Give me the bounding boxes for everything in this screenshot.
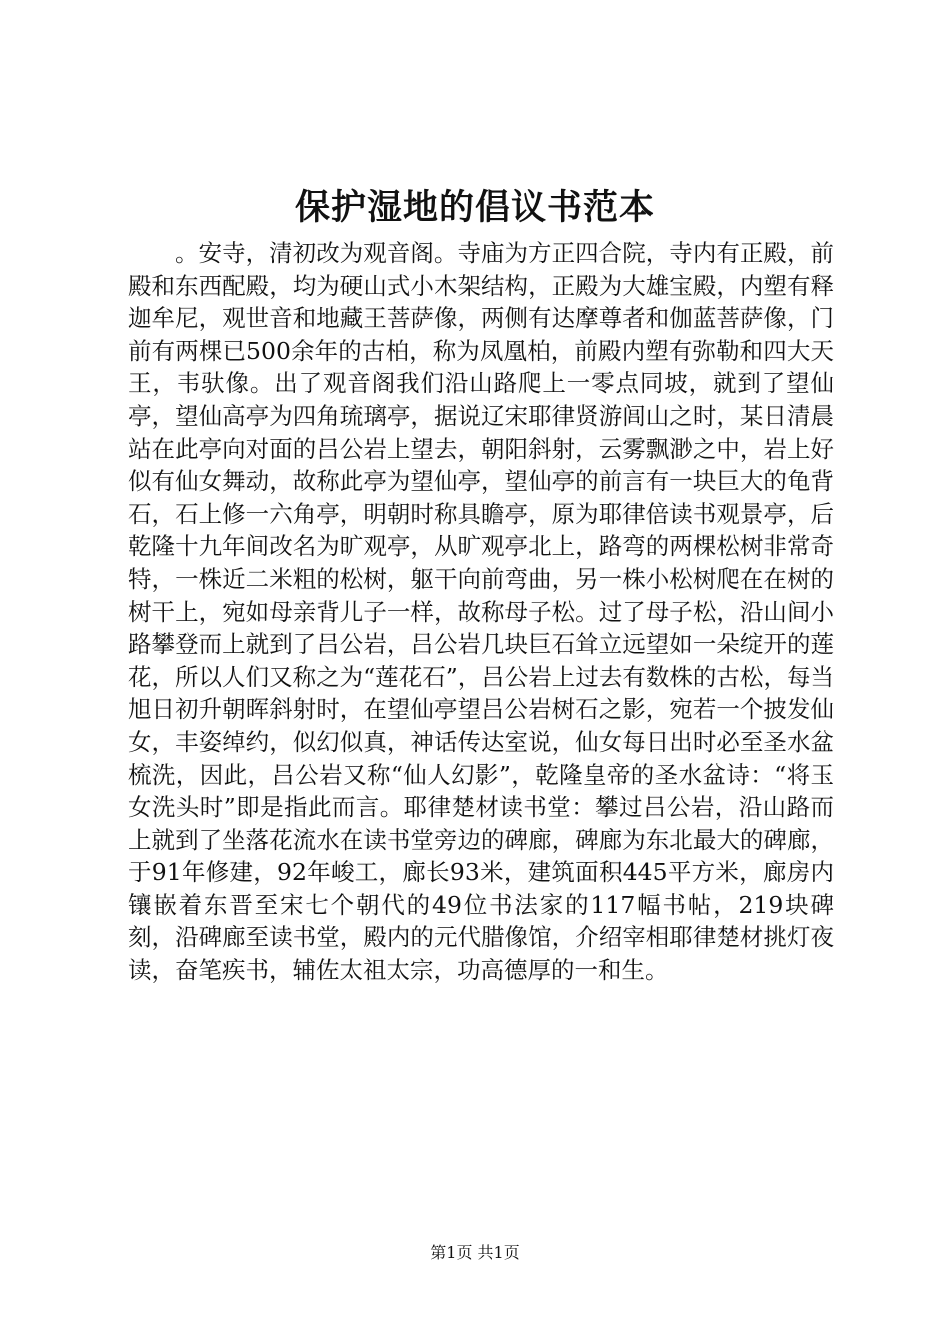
document-title: 保护湿地的倡议书范本 bbox=[294, 187, 655, 228]
document-body-paragraph: 。安寺，清初改为观音阁。寺庙为方正四合院，寺内有正殿，前殿和东西配殿，均为硬山式小木架结构，正殿为大雄宝殿，内塑有释迦牟尼，观世音和地藏王菩萨像，两侧有达摩尊者和伽蓝菩萨像，门前有两棵已500余年的古柏，称为凤凰柏，前殿内塑有弥勒和四大天王，韦驮像。出了观音阁我们沿山路爬上一零点同坡，就到了望仙亭，望仙高亭为四角琉璃亭，据说辽宋耶律贤游闾山之时，某日清晨站在此亭向对面的吕公岩上望去，朝阳斜射，云雾飘渺之中，岩上好似有仙女舞动，故称此亭为望仙亭，望仙亭的前言有一块巨大的龟背石，石上修一六角亭，明朝时称具瞻亭，原为耶律倍读书观景亭，后乾隆十九年间改名为旷观亭，从旷观亭北上，路弯的两棵松树非常奇特，一株近二米粗的松树，躯干向前弯曲，另一株小松树爬在在树的树干上，宛如母亲背儿子一样，故称母子松。过了母子松，沿山间小路攀登而上就到了吕公岩，吕公岩几块巨石耸立远望如一朵绽开的莲花，所以人们又称之为“莲花石”，吕公岩上过去有数株的古松，每当旭日初升朝晖斜射时，在望仙亭望吕公岩树石之影，宛若一个披发仙女，丰姿绰约，似幻似真，神话传达室说，仙女每日出时必至圣水盆梳洗，因此，吕公岩又称“仙人幻影”，乾隆皇帝的圣水盆诗：“将玉女洗头时”即是指此而言。耶律楚材读书堂：攀过吕公岩，沿山路而上就到了坐落花流水在读书堂旁边的碑廊，碑廊为东北最大的碑廊，于91年修建，92年峻工，廊长93米，建筑面积445平方米，廊房内镶嵌着东晋至宋七个朝代的49位书法家的117幅书帖，219块碑刻，沿碑廊至读书堂，殿内的元代腊像馆，介绍宰相耶律楚材挑灯夜读，奋笔疾书，辅佐太祖太宗，功高德厚的一和生。 bbox=[128, 239, 834, 985]
page-number-footer: 第1页 共1页 bbox=[430, 1243, 520, 1262]
